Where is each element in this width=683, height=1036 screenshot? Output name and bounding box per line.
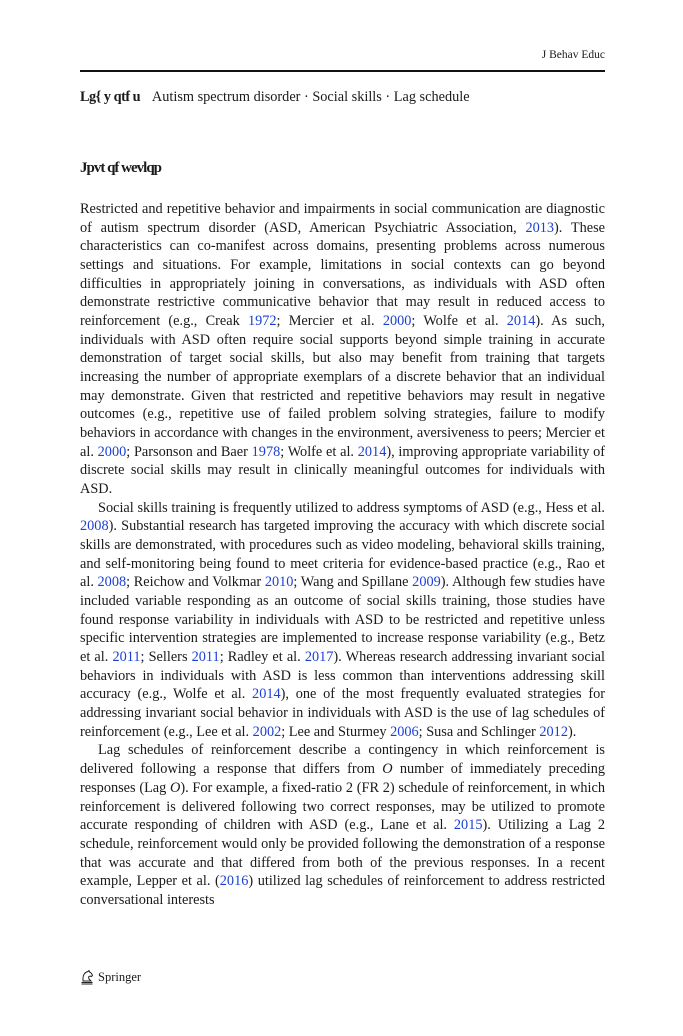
text-run: ). Substantial research has targeted improving the accuracy with which discrete social skills are demonstrated, with procedures such as video modeling, behavioral skills training, and self-monitoring being found to meet criteria for evidence-based practice (e.g., Rao et al. bbox=[80, 518, 605, 591]
text-run: ). Whereas research addressing invariant social behaviors in individuals with ASD is less common than interventions addressing skill accuracy (e.g., Wolfe et al. bbox=[80, 649, 605, 703]
text-run: ; Lee and Sturmey bbox=[281, 723, 391, 740]
citation-link[interactable]: 2017 bbox=[304, 649, 334, 666]
citation-link[interactable]: 1978 bbox=[251, 443, 281, 460]
running-head-journal: J Behav Educ bbox=[541, 49, 605, 61]
citation-link[interactable]: 2011 bbox=[112, 649, 141, 666]
text-run: number of immediately preceding responses (Lag bbox=[80, 761, 605, 796]
text-run: ; Parsonson and Baer bbox=[126, 443, 252, 460]
text-run: ; Mercier et al. bbox=[276, 313, 383, 330]
citation-link[interactable]: 2016 bbox=[219, 873, 249, 890]
text-run: ; Susa and Schlinger bbox=[418, 723, 540, 740]
citation-link[interactable]: 2014 bbox=[252, 686, 281, 703]
citation-link[interactable]: 2000 bbox=[97, 443, 127, 460]
citation-link[interactable]: 2014 bbox=[506, 313, 536, 330]
text-run: ; Radley et al. bbox=[219, 649, 305, 666]
text-run: ), one of the most frequently evaluated strategies for addressing invariant social behavior in individuals with ASD is the use of lag schedules of reinforcement (e.g., Lee et al. bbox=[80, 686, 605, 740]
keywords-text: Autism spectrum disorder · Social skills · Lag schedule bbox=[151, 89, 470, 105]
section-heading: Jpvt qf wevlqp bbox=[80, 160, 162, 176]
text-run: ), improving appropriate variability of discrete social skills may result in clinically meaningful outcomes for individuals with ASD. bbox=[80, 443, 606, 498]
text-run: ). Utilizing a Lag 2 schedule, reinforcement would only be provided following the demonstration of a response that was accurate and that differed from both of the previous responses. In a recent example, Lepper et al. ( bbox=[80, 817, 605, 890]
paragraph bbox=[80, 499, 605, 742]
text-run: ) utilized lag schedules of reinforcement to address restricted conversational interests bbox=[80, 873, 605, 908]
text-run: ). Although few studies have included variable responding as an outcome of social skills training, those studies have found response variability in individuals with ASD to be restricted and repetitive unless specific intervention strategies are implemented to increase response variability (e.g., Betz et al. bbox=[80, 574, 605, 666]
text-run: ; Wolfe et al. bbox=[280, 443, 358, 460]
text-run: ). For example, a fixed-ratio 2 (FR 2) schedule of reinforcement, in which reinforcement is delivered following two correct responses, may be utilized to promote accurate responding of children with ASD (e.g., Lane et al. bbox=[80, 779, 605, 834]
citation-link[interactable]: 2013 bbox=[525, 219, 555, 236]
citation-link[interactable]: 2009 bbox=[412, 574, 441, 591]
text-run: ). These characteristics can co-manifest across domains, presenting problems across numerous settings and situations. For example, limitations in social contexts can go beyond difficulties in appropriately joining in conversations, as individuals with ASD often demonstrate restrictive communicative behavior that may result in reduced access to reinforcement (e.g., Creak bbox=[80, 219, 605, 330]
citation-link[interactable]: 2000 bbox=[382, 313, 412, 330]
citation-link[interactable]: 2012 bbox=[539, 723, 568, 740]
paragraph bbox=[80, 200, 605, 499]
text-run: Lag schedules of reinforcement describe a contingency in which reinforcement is delivered following a response that differs from bbox=[80, 742, 605, 778]
text-run: ; Wang and Spillane bbox=[293, 574, 413, 591]
citation-link[interactable]: 2008 bbox=[80, 518, 109, 535]
italic-variable: O bbox=[170, 779, 181, 796]
body-text bbox=[80, 200, 605, 910]
text-run: ). As such, individuals with ASD often require social supports beyond simple training in accurate demonstration of target social skills, but also may benefit from training that targets increasing the number of appropriate exemplars of a discrete behavior that an individual may demonstrate. Given that restricted and repetitive behaviors may result in negative outcomes (e.g., repetitive use of failed problem solving strategies, failure to modify behaviors in accordance with changes in the environment, aversiveness to peers; Mercier et al. bbox=[80, 313, 605, 460]
paragraph bbox=[80, 741, 605, 909]
text-run: ; Reichow and Volkmar bbox=[126, 574, 265, 591]
citation-link[interactable]: 2008 bbox=[97, 574, 127, 591]
citation-link[interactable]: 1972 bbox=[247, 313, 277, 330]
text-run: ; Sellers bbox=[140, 649, 192, 666]
citation-link[interactable]: 2015 bbox=[453, 817, 483, 834]
citation-link[interactable]: 2002 bbox=[252, 723, 282, 740]
footer-publisher bbox=[80, 970, 141, 985]
italic-variable: O bbox=[382, 761, 393, 778]
text-run: Restricted and repetitive behavior and impairments in social communication are diagnostic of autism spectrum disorder (ASD, American Psychiatric Association, bbox=[80, 201, 605, 236]
citation-link[interactable]: 2014 bbox=[357, 443, 387, 460]
springer-horse-icon bbox=[80, 970, 94, 985]
text-run: ; Wolfe et al. bbox=[411, 313, 507, 330]
citation-link[interactable]: 2006 bbox=[390, 723, 419, 740]
text-run: ). bbox=[567, 723, 577, 740]
citation-link[interactable]: 2011 bbox=[191, 649, 220, 666]
text-run: Social skills training is frequently utilized to address symptoms of ASD (e.g., Hess et al. bbox=[98, 499, 605, 516]
keywords-line bbox=[80, 89, 470, 106]
keywords-label: Lg{ y qtf u bbox=[80, 89, 141, 105]
publisher-name: Springer bbox=[98, 970, 142, 984]
header-rule bbox=[80, 70, 605, 72]
citation-link[interactable]: 2010 bbox=[264, 574, 294, 591]
